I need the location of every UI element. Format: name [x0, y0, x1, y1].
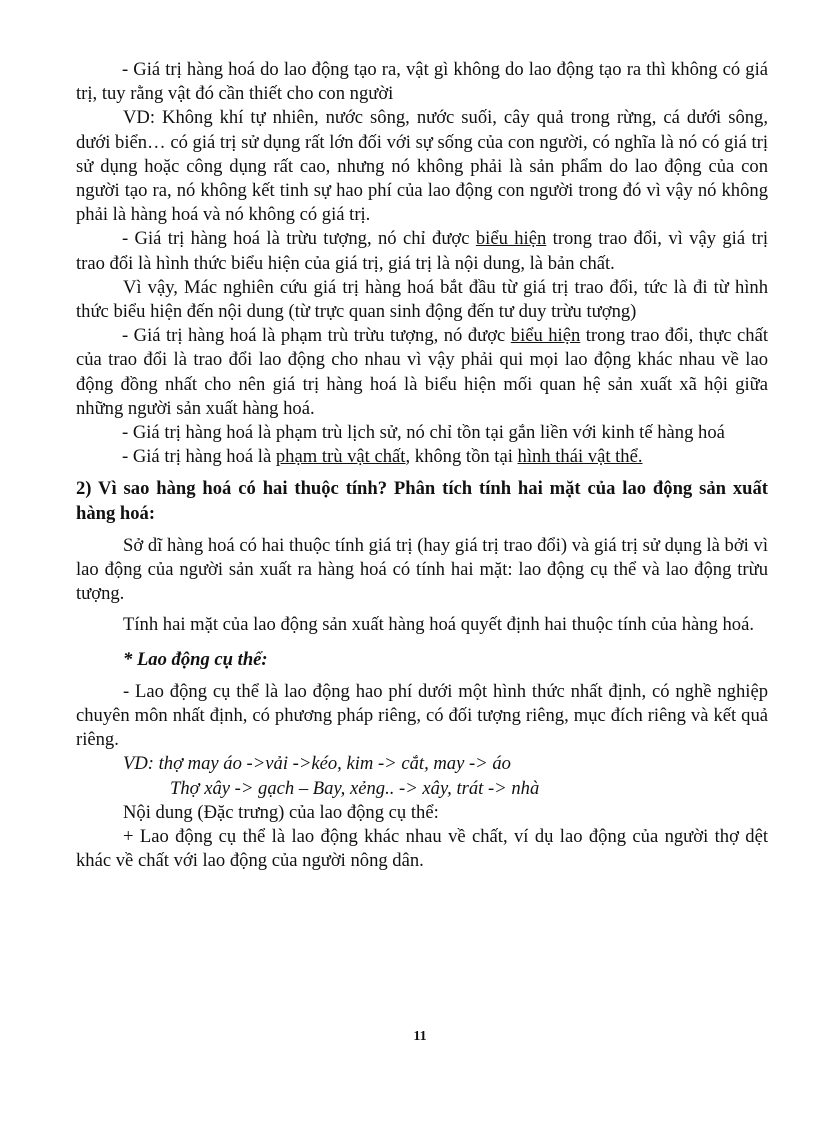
- underlined-term: hình thái vật thể.: [517, 446, 643, 468]
- paragraph-historical-category: - Giá trị hàng hoá là phạm trù lịch sử, nó chỉ tồn tại gắn liền với kinh tế hàng hoá: [122, 422, 725, 444]
- subheading-concrete-labor: * Lao động cụ thể:: [123, 648, 268, 670]
- paragraph-value-category: - Giá trị hàng hoá là phạm trù trừu tượng, nó được biểu hiện trong trao đổi, thực chất của trao đổi là trao đổi lao động cho nhau vì vậy phải qui mọi lao động khác nhau về lao động đồng nhất cho nên giá trị hàng hoá là biểu hiện mối quan hệ sản xuất xã hội giữa những người sản xuất hàng hoá.: [76, 325, 768, 419]
- paragraph-concrete-labor-def: - Lao động cụ thể là lao động hao phí dưới một hình thức nhất định, có nghề nghiệp chuyên môn nhất định, có phương pháp riêng, có đối tượng riêng, mục đích riêng và kết quả riêng.: [76, 680, 768, 751]
- paragraph-example-nature: VD: Không khí tự nhiên, nước sông, nước suối, cây quả trong rừng, cá dưới sông, dưới biển… có giá trị sử dụng rất lớn đối với sự sống của con người, có nghĩa là nó có giá trị sử dụng hoặc công dụng rất cao, nhưng nó không phải là sản phẩm do lao động của con người tạo ra, nó không kết tinh sự hao phí của lao động con người trong đó vì vậy nó không phải là hàng hoá và nó không có giá trị.: [76, 107, 768, 226]
- document-page: [76, 58, 768, 874]
- underlined-term: biểu hiện: [510, 325, 581, 347]
- example-tailor: VD: thợ may áo ->vải ->kéo, kim -> cắt, may -> áo: [123, 753, 511, 775]
- paragraph-material-category: - Giá trị hàng hoá là phạm trù vật chất, không tồn tại hình thái vật thể.: [122, 446, 643, 468]
- page-number: 11: [413, 1029, 427, 1044]
- section-heading: 2) Vì sao hàng hoá có hai thuộc tính? Phân tích tính hai mặt của lao động sản xuất hàng hoá:: [76, 478, 768, 524]
- underlined-term: biểu hiện: [475, 228, 547, 250]
- paragraph-quality-difference: + Lao động cụ thể là lao động khác nhau về chất, ví dụ lao động của người thợ dệt khác về chất với lao động của người nông dân.: [76, 826, 768, 872]
- paragraph-two-attributes: Sở dĩ hàng hoá có hai thuộc tính giá trị (hay giá trị trao đổi) và giá trị sử dụng là bởi vì lao động của người sản xuất ra hàng hoá có tính hai mặt: lao động cụ thể và lao động trừu tượng.: [76, 534, 768, 605]
- paragraph-characteristics: Nội dung (Đặc trưng) của lao động cụ thể:: [123, 801, 439, 823]
- paragraph-labor-creates-value: - Giá trị hàng hoá do lao động tạo ra, vật gì không do lao động tạo ra thì không có giá trị, tuy rằng vật đó cần thiết cho con người: [76, 59, 768, 105]
- paragraph-value-abstract: - Giá trị hàng hoá là trừu tượng, nó chỉ được biểu hiện trong trao đổi, vì vậy giá trị trao đổi là hình thức biểu hiện của giá trị, giá trị là nội dung, là bản chất.: [76, 228, 768, 274]
- paragraph-marx-method: Vì vậy, Mác nghiên cứu giá trị hàng hoá bắt đầu từ giá trị trao đổi, tức là đi từ hình thức biểu hiện đến nội dung (từ trực quan sinh động đến tư duy trừu tượng): [76, 276, 768, 323]
- underlined-term: phạm trù vật chất: [275, 446, 406, 468]
- paragraph-dual-nature: Tính hai mặt của lao động sản xuất hàng hoá quyết định hai thuộc tính của hàng hoá.: [123, 614, 754, 636]
- example-builder: Thợ xây -> gạch – Bay, xẻng.. -> xây, trát -> nhà: [170, 777, 540, 799]
